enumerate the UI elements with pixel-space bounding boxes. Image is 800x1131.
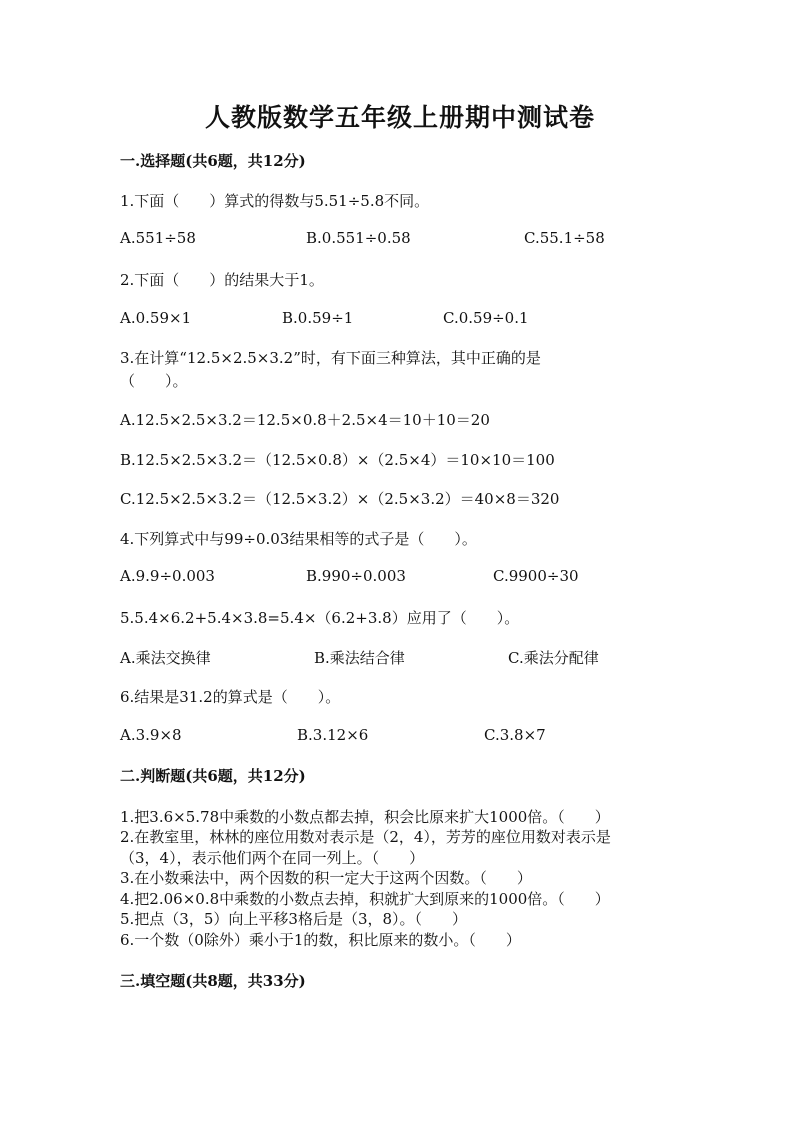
option-a: A.0.59×1: [120, 309, 192, 327]
option-b: B.0.59÷1: [282, 309, 354, 327]
judgement-item: 5.把点（3，5）向上平移3格后是（3，8）。（ ）: [120, 910, 468, 928]
option-a: A.12.5×2.5×3.2＝12.5×0.8＋2.5×4＝10＋10＝20: [120, 411, 490, 429]
question-stem: 6.结果是31.2的算式是（ ）。: [120, 688, 341, 706]
section-heading-choice: 一.选择题(共6题，共12分): [120, 152, 306, 170]
question-stem: 4.下列算式中与99÷0.03结果相等的式子是（ ）。: [120, 530, 477, 548]
judgement-item: 2.在教室里，林林的座位用数对表示是（2，4），芳芳的座位用数对表示是: [120, 828, 611, 846]
option-a: A.乘法交换律: [120, 649, 211, 667]
option-a: A.3.9×8: [120, 726, 182, 744]
option-c: C.55.1÷58: [524, 229, 605, 247]
option-c: C.3.8×7: [484, 726, 546, 744]
judgement-item: 3.在小数乘法中，两个因数的积一定大于这两个因数。（ ）: [120, 869, 532, 887]
option-b: B.3.12×6: [297, 726, 369, 744]
section-heading-judgement: 二.判断题(共6题，共12分): [120, 767, 306, 785]
option-c: C.乘法分配律: [508, 649, 599, 667]
question-stem-cont: （ ）。: [120, 372, 188, 390]
option-b: B.0.551÷0.58: [306, 229, 411, 247]
judgement-item: 1.把3.6×5.78中乘数的小数点都去掉，积会比原来扩大1000倍。（ ）: [120, 808, 610, 826]
question-stem: 1.下面（ ）算式的得数与5.51÷5.8不同。: [120, 192, 430, 210]
option-c: C.12.5×2.5×3.2＝（12.5×3.2）×（2.5×3.2）＝40×8＝320: [120, 490, 560, 508]
option-b: B.乘法结合律: [314, 649, 405, 667]
option-b: B.12.5×2.5×3.2＝（12.5×0.8）×（2.5×4）＝10×10＝100: [120, 451, 555, 469]
question-stem: 3.在计算“12.5×2.5×3.2”时，有下面三种算法，其中正确的是: [120, 349, 541, 367]
option-c: C.0.59÷0.1: [443, 309, 529, 327]
question-stem: 2.下面（ ）的结果大于1。: [120, 271, 324, 289]
judgement-item: 6.一个数（0除外）乘小于1的数，积比原来的数小。（ ）: [120, 931, 521, 949]
option-b: B.990÷0.003: [306, 567, 406, 585]
page-title: 人教版数学五年级上册期中测试卷: [204, 103, 595, 132]
judgement-item: 4.把2.06×0.8中乘数的小数点去掉，积就扩大到原来的1000倍。（ ）: [120, 890, 610, 908]
option-a: A.9.9÷0.003: [120, 567, 215, 585]
question-stem: 5.5.4×6.2+5.4×3.8=5.4×（6.2+3.8）应用了（ ）。: [120, 609, 520, 627]
option-a: A.551÷58: [120, 229, 196, 247]
section-heading-fill: 三.填空题(共8题，共33分): [120, 972, 306, 990]
judgement-item-cont: （3，4），表示他们两个在同一列上。（ ）: [120, 849, 425, 867]
option-c: C.9900÷30: [493, 567, 579, 585]
